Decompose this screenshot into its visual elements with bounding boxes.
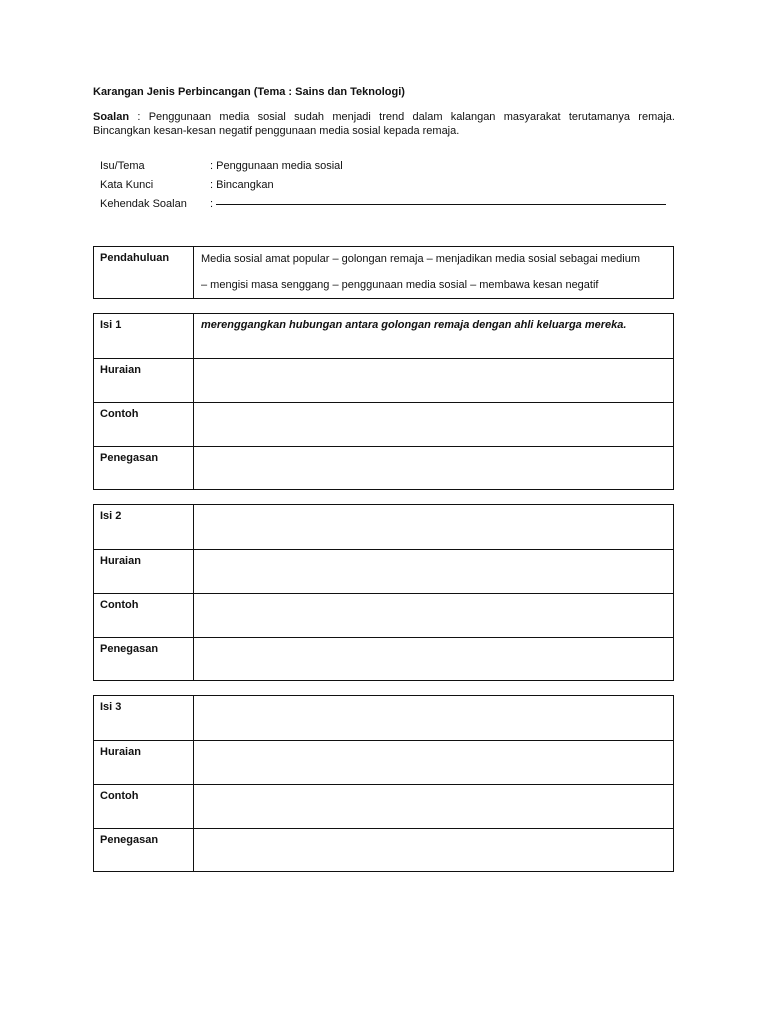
pendahuluan-table [93, 246, 674, 299]
row-label: Pendahuluan [94, 247, 194, 298]
row-value [194, 696, 673, 740]
row-value [194, 829, 673, 871]
row-value [194, 785, 673, 828]
row-value: merenggangkan hubungan antara golongan remaja dengan ahli keluarga mereka. [201, 319, 627, 331]
row-value [194, 359, 673, 402]
table-row [94, 549, 673, 593]
table-row [94, 446, 673, 489]
meta-key: Kata Kunci [100, 179, 154, 191]
row-value [194, 550, 673, 593]
table-row [94, 505, 673, 549]
meta-value-line [210, 198, 666, 210]
meta-value: : [210, 198, 214, 210]
row-value [194, 403, 673, 446]
row-label: Isi 1 [94, 314, 194, 358]
table-row [94, 358, 673, 402]
soalan-line-1 [93, 110, 675, 124]
row-label: Contoh [94, 594, 194, 637]
row-label: Huraian [94, 741, 194, 784]
soalan-label: Soalan [93, 111, 130, 123]
row-value [194, 741, 673, 784]
meta-key: Kehendak Soalan [100, 198, 187, 210]
pendahuluan-line-2: – mengisi masa senggang – penggunaan media sosial – membawa kesan negatif [201, 279, 599, 291]
row-value [194, 594, 673, 637]
row-label: Huraian [94, 359, 194, 402]
table-row [94, 784, 673, 828]
row-value [194, 638, 673, 680]
row-label: Penegasan [94, 447, 194, 489]
row-label: Contoh [94, 403, 194, 446]
row-label: Penegasan [94, 829, 194, 871]
document-title: Karangan Jenis Perbincangan (Tema : Sains dan Teknologi) [93, 86, 405, 98]
soalan-paragraph [93, 110, 675, 138]
row-value [194, 447, 673, 489]
table-row [94, 593, 673, 637]
soalan-text-2: Bincangkan kesan-kesan negatif penggunaan media sosial kepada remaja. [93, 125, 460, 137]
table-row [94, 740, 673, 784]
pendahuluan-line-1: Media sosial amat popular – golongan remaja – menjadikan media sosial sebagai medium [201, 253, 641, 265]
row-value [194, 505, 673, 549]
soalan-text-1: : Penggunaan media sosial sudah menjadi trend dalam kalangan masyarakat terutamanya remaja. [137, 111, 675, 123]
row-label: Huraian [94, 550, 194, 593]
table-row [94, 637, 673, 680]
row-label: Contoh [94, 785, 194, 828]
blank-answer-line [216, 204, 666, 205]
row-label: Isi 2 [94, 505, 194, 549]
table-row [94, 314, 673, 358]
row-label: Isi 3 [94, 696, 194, 740]
meta-value: : Bincangkan [210, 179, 274, 191]
isi-2-table [93, 504, 674, 681]
pendahuluan-content [194, 241, 673, 298]
table-row [94, 696, 673, 740]
table-row [94, 402, 673, 446]
meta-value: : Penggunaan media sosial [210, 160, 343, 172]
isi-3-table [93, 695, 674, 872]
pendahuluan-row [94, 247, 673, 298]
table-row [94, 828, 673, 871]
meta-key: Isu/Tema [100, 160, 145, 172]
isi-1-table [93, 313, 674, 490]
row-label: Penegasan [94, 638, 194, 680]
